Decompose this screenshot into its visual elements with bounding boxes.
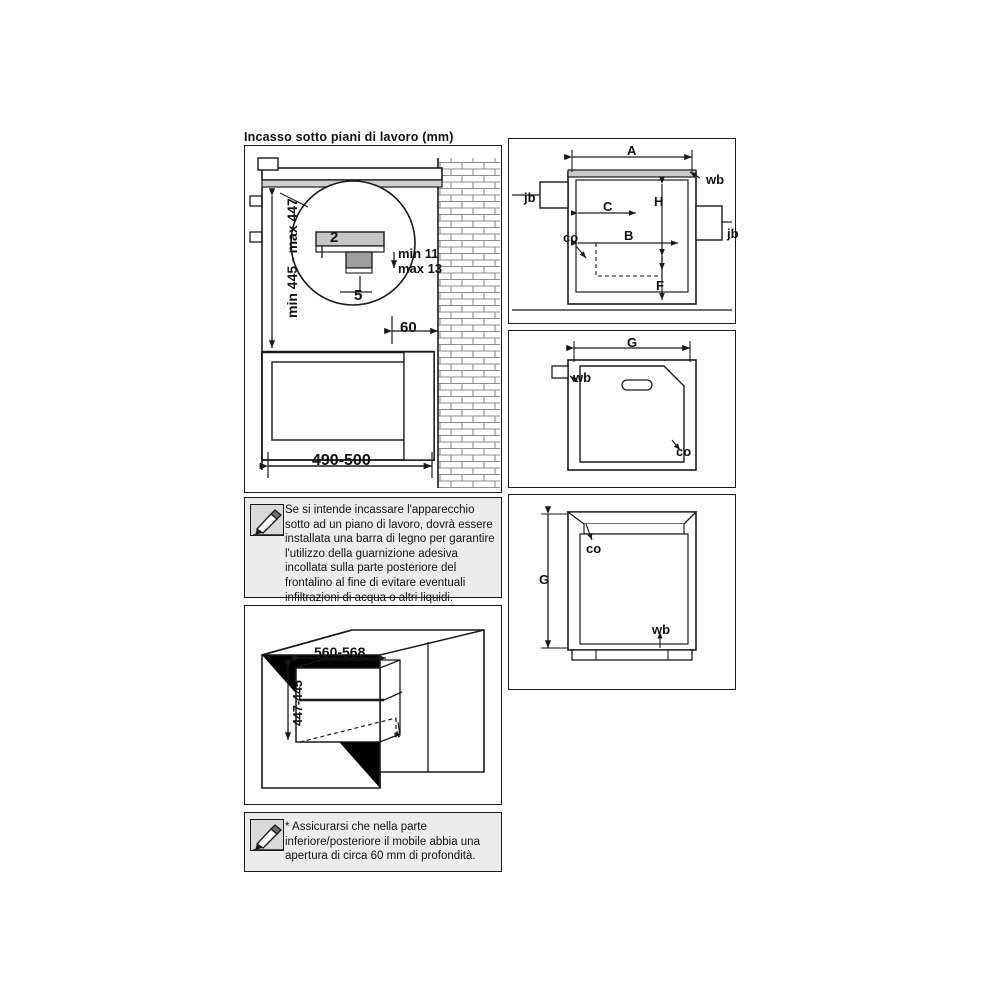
label-front-wb: wb [706,172,725,187]
label-detail-five: 5 [354,287,363,304]
label-front-f: F [656,278,664,293]
label-side-co: co [676,444,692,459]
label-cabinet-asterisk: * [394,728,401,747]
label-width-range: 490-500 [312,452,371,469]
label-front-jb-right: jb [727,226,739,241]
label-cabinet-width: 560-568 [314,644,366,660]
label-front-a: A [627,143,637,158]
label-detail-max: max 13 [398,261,443,276]
label-top-g: G [539,572,550,587]
label-top-co: co [586,541,602,556]
label-detail-min: min 11 [398,246,439,261]
note-opening-text: * Assicurarsi che nella parte inferiore/posteriore il mobile abbia una apertura di circa 60 mm di profondità. [285,821,480,863]
page-title: Incasso sotto piani di lavoro (mm) [244,130,454,144]
label-detail-thickness: 2 [330,229,339,246]
label-front-jb-left: jb [524,190,536,205]
label-depth-60: 60 [400,319,417,336]
label-top-wb: wb [652,622,671,637]
label-front-co: co [563,230,579,245]
label-side-wb: wb [573,370,592,385]
note-worktop-text: Se si intende incassare l'apparecchio sotto ad un piano di lavoro, dovrà essere installata una barra di legno per garantire l'utilizzo della guarnizione adesiva incollata sulla parte posteriore del frontalino al fine di evitare eventuali infiltrazioni di acqua o altri liquidi. [285,504,495,604]
label-side-g: G [627,335,638,350]
label-front-b: B [624,228,634,243]
label-front-c: C [603,199,613,214]
label-front-h: H [654,194,664,209]
label-cabinet-height: 447-445 [291,680,305,726]
label-height-range: min 445 - max 447 [284,198,300,318]
